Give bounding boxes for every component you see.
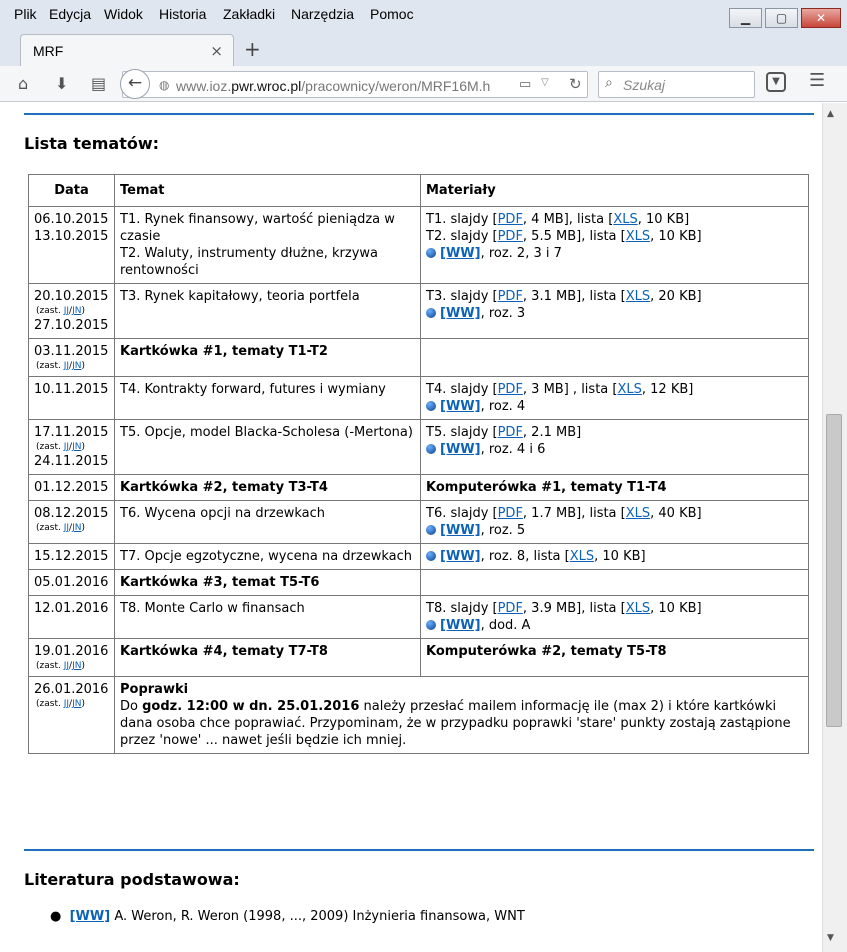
bullet-icon [426,551,436,561]
ww-line: [WW], roz. 2, 3 i 7 [426,245,803,262]
topic-text: T1. Rynek finansowy, wartość pieniądza w czasie [120,212,395,244]
tab-mrf[interactable] [20,34,234,66]
section-title-topics: Lista tematów: [24,134,160,153]
date-cell [29,377,115,420]
bullet-icon [426,401,436,411]
materials-line: T3. slajdy [PDF, 3.1 MB], lista [XLS, 20 KB] [426,289,702,304]
date-cell [29,596,115,639]
pdf-link[interactable]: PDF [497,506,523,521]
topic-text: T4. Kontrakty forward, futures i wymiany [120,382,386,397]
substitute-link-jj[interactable]: JJ [63,661,70,671]
menu-widok[interactable]: Widok [104,6,143,22]
date-cell [29,501,115,544]
date: 15.12.2015 [34,549,109,564]
literature-text: A. Weron, R. Weron (1998, ..., 2009) Inżynieria finansowa, WNT [114,909,525,924]
date: 10.11.2015 [34,382,109,397]
topic-text: Kartkówka #3, temat T5-T6 [120,575,320,590]
substitute-note: (zast. JJ/JN) [36,523,85,533]
divider [24,849,814,851]
substitute-note: (zast. JJ/JN) [36,699,85,709]
materials-cell [421,501,809,544]
reader-view-icon[interactable]: ▭ [519,77,532,92]
bullet-icon [426,525,436,535]
date-cell [29,284,115,339]
pocket-icon[interactable]: ▼ [766,72,786,92]
materials-cell [421,377,809,420]
materials-cell [421,639,809,677]
table-row [29,677,809,754]
materials-cell [421,570,809,596]
close-window-button[interactable]: ✕ [801,8,841,28]
header-materials: Materiały [421,175,809,207]
xls-link[interactable]: XLS [569,549,595,564]
materials-text: Komputerówka #1, tematy T1-T4 [426,480,667,495]
topic-cell [115,639,421,677]
substitute-link-jj[interactable]: JJ [63,306,70,316]
topic-cell [115,596,421,639]
pdf-link[interactable]: PDF [497,382,523,397]
ww-link[interactable]: [WW] [440,246,481,261]
scroll-down-icon[interactable]: ▼ [827,933,834,943]
materials-line: T1. slajdy [PDF, 4 MB], lista [XLS, 10 KB] [426,212,690,227]
topic-cell [115,544,421,570]
date: 06.10.2015 [34,212,109,227]
search-input[interactable] [598,71,755,98]
date: 12.01.2016 [34,601,109,616]
ww-link[interactable]: [WW] [440,523,481,538]
topic-text: Kartkówka #4, tematy T7-T8 [120,644,328,659]
materials-cell [421,207,809,284]
topic-text: Kartkówka #2, tematy T3-T4 [120,480,328,495]
pdf-link[interactable]: PDF [497,229,523,244]
divider [24,113,814,115]
date-cell [29,475,115,501]
menu-edycja[interactable]: Edycja [49,6,92,22]
substitute-link-jj[interactable]: JJ [63,523,70,533]
back-button[interactable]: ← [120,69,150,99]
date: 24.11.2015 [34,454,109,469]
corrections-title: Poprawki [120,682,189,697]
table-row [29,570,809,596]
table-row [29,339,809,377]
date-cell [29,677,115,754]
nav-bar [0,66,847,102]
materials-cell [421,596,809,639]
topics-table [28,174,809,754]
date: 05.01.2016 [34,575,109,590]
menu-icon[interactable]: ☰ [809,70,826,91]
topic-text: T5. Opcje, model Blacka-Scholesa (-Mertona) [120,425,413,440]
pdf-link[interactable]: PDF [497,425,523,440]
topic-cell [115,570,421,596]
date: 13.10.2015 [34,229,109,244]
date-cell [29,420,115,475]
table-row [29,475,809,501]
date: 03.11.2015 [34,344,109,359]
table-row [29,420,809,475]
ww-line: [WW], roz. 4 i 6 [426,441,803,458]
substitute-link-jn[interactable]: JN [72,306,82,316]
ww-line: [WW], roz. 4 [426,398,803,415]
topic-text: Kartkówka #1, tematy T1-T2 [120,344,328,359]
substitute-link-jj[interactable]: JJ [63,361,70,371]
minimize-button[interactable]: ▁ [729,8,762,28]
ww-line: [WW], dod. A [426,617,803,634]
menu-narzedzia[interactable]: Narzędzia [291,6,355,22]
pdf-link[interactable]: PDF [497,289,523,304]
materials-cell [421,339,809,377]
scrollbar[interactable] [822,103,847,952]
date: 19.01.2016 [34,644,109,659]
materials-cell [421,475,809,501]
topic-cell [115,339,421,377]
date: 08.12.2015 [34,506,109,521]
literature-item [50,909,525,924]
date: 27.10.2015 [34,318,109,333]
download-icon[interactable]: ⬇ [55,74,69,93]
pdf-link[interactable]: PDF [497,601,523,616]
header-date: Data [29,175,115,207]
reader-icon[interactable]: ▤ [91,74,107,93]
ww-link[interactable]: [WW] [440,306,481,321]
menu-historia[interactable]: Historia [159,6,207,22]
table-header-row [29,175,809,207]
menu-plik[interactable]: Plik [14,6,37,22]
substitute-link-jn[interactable]: JN [72,442,82,452]
topic-text: T8. Monte Carlo w finansach [120,601,305,616]
date: 01.12.2015 [34,480,109,495]
ww-link[interactable]: [WW] [440,399,481,414]
menu-bar [0,0,847,30]
xls-link[interactable]: XLS [617,382,642,397]
maximize-button[interactable]: ▢ [765,8,798,28]
materials-line: T4. slajdy [PDF, 3 MB] , lista [XLS, 12 KB] [426,382,694,397]
topic-cell [115,377,421,420]
pdf-link[interactable]: PDF [497,212,523,227]
topic-text: T6. Wycena opcji na drzewkach [120,506,326,521]
table-row [29,207,809,284]
date: 20.10.2015 [34,289,109,304]
materials-text: Komputerówka #2, tematy T5-T8 [426,644,667,659]
substitute-note: (zast. JJ/JN) [36,361,85,371]
topic-cell [115,284,421,339]
substitute-link-jn[interactable]: JN [72,699,82,709]
substitute-link-jj[interactable]: JJ [63,699,70,709]
menu-pomoc[interactable]: Pomoc [370,6,414,22]
table-row [29,639,809,677]
date-cell [29,207,115,284]
header-topic: Temat [115,175,421,207]
substitute-note: (zast. JJ/JN) [36,661,85,671]
ww-link[interactable]: [WW] [440,618,481,633]
corrections-text: Do godz. 12:00 w dn. 25.01.2016 należy przesłać mailem informację ile (max 2) i które kartkówki dana osoba chce poprawiać. Przypominam, że w przypadku poprawki 'stare' punkty zostają zastąpione przez 'nowe' ... nawet jeśli będzie ich mniej. [120,699,791,748]
ww-link[interactable]: [WW] [69,909,111,924]
topic-text: T3. Rynek kapitałowy, teoria portfela [120,289,360,304]
url-bar[interactable] [122,71,588,98]
bullet-icon [426,308,436,318]
ww-link[interactable]: [WW] [440,442,481,457]
ww-link[interactable]: [WW] [440,549,481,564]
url-text[interactable]: www.ioz.pwr.wroc.pl/pracownicy/weron/MRF16M.h [176,78,491,94]
topic-cell [115,475,421,501]
scroll-up-icon[interactable]: ▲ [827,109,834,119]
topic-cell [115,207,421,284]
table-row [29,544,809,570]
table-row [29,596,809,639]
bullet-icon [426,444,436,454]
substitute-link-jn[interactable]: JN [72,361,82,371]
ww-line: [WW], roz. 3 [426,305,803,322]
section-title-literature: Literatura podstawowa: [24,870,240,889]
xls-link[interactable]: XLS [625,229,651,244]
materials-cell [421,420,809,475]
table-row [29,501,809,544]
search-icon: ⌕ [605,75,613,91]
ww-line: [WW], roz. 5 [426,522,803,539]
xls-link[interactable]: XLS [625,601,651,616]
date: 26.01.2016 [34,682,109,697]
table-row [29,377,809,420]
topic-cell [115,420,421,475]
bullet-icon: ● [50,909,62,924]
topic-text: T7. Opcje egzotyczne, wycena na drzewkach [120,549,412,564]
xls-link[interactable]: XLS [625,506,651,521]
home-icon[interactable]: ⌂ [18,74,29,93]
date-cell [29,339,115,377]
bullet-icon [426,248,436,258]
materials-line: T8. slajdy [PDF, 3.9 MB], lista [XLS, 10 KB] [426,601,702,616]
date-cell [29,570,115,596]
substitute-note: (zast. JJ/JN) [36,306,85,316]
date-cell [29,639,115,677]
xls-link[interactable]: XLS [613,212,638,227]
substitute-link-jn[interactable]: JN [72,661,82,671]
search-placeholder: Szukaj [623,77,666,93]
substitute-link-jn[interactable]: JN [72,523,82,533]
table-row [29,284,809,339]
ww-line: [WW], roz. 8, lista [XLS, 10 KB] [426,548,803,565]
materials-cell [421,284,809,339]
topic-text: T2. Waluty, instrumenty dłużne, krzywa rentowności [120,246,379,278]
new-tab-button[interactable]: + [244,37,261,61]
bullet-icon [426,620,436,630]
date-cell [29,544,115,570]
materials-cell [421,544,809,570]
page-content [0,103,822,952]
reload-icon[interactable]: ↻ [569,75,582,93]
tab-strip [0,30,847,66]
substitute-note: (zast. JJ/JN) [36,442,85,452]
xls-link[interactable]: XLS [625,289,651,304]
date: 17.11.2015 [34,425,109,440]
tab-close-icon[interactable]: × [210,42,223,60]
materials-line: T6. slajdy [PDF, 1.7 MB], lista [XLS, 40 KB] [426,506,702,521]
menu-zakladki[interactable]: Zakładki [223,6,276,22]
materials-line: T2. slajdy [PDF, 5.5 MB], lista [XLS, 10 KB] [426,229,702,244]
tab-title: MRF [33,43,64,59]
substitute-link-jj[interactable]: JJ [63,442,70,452]
scroll-thumb[interactable] [826,414,842,727]
materials-line: T5. slajdy [PDF, 2.1 MB] [426,425,582,440]
corrections-cell [115,677,809,754]
globe-icon: ◍ [159,78,170,92]
dropdown-icon[interactable]: ▽ [541,77,549,88]
topic-cell [115,501,421,544]
